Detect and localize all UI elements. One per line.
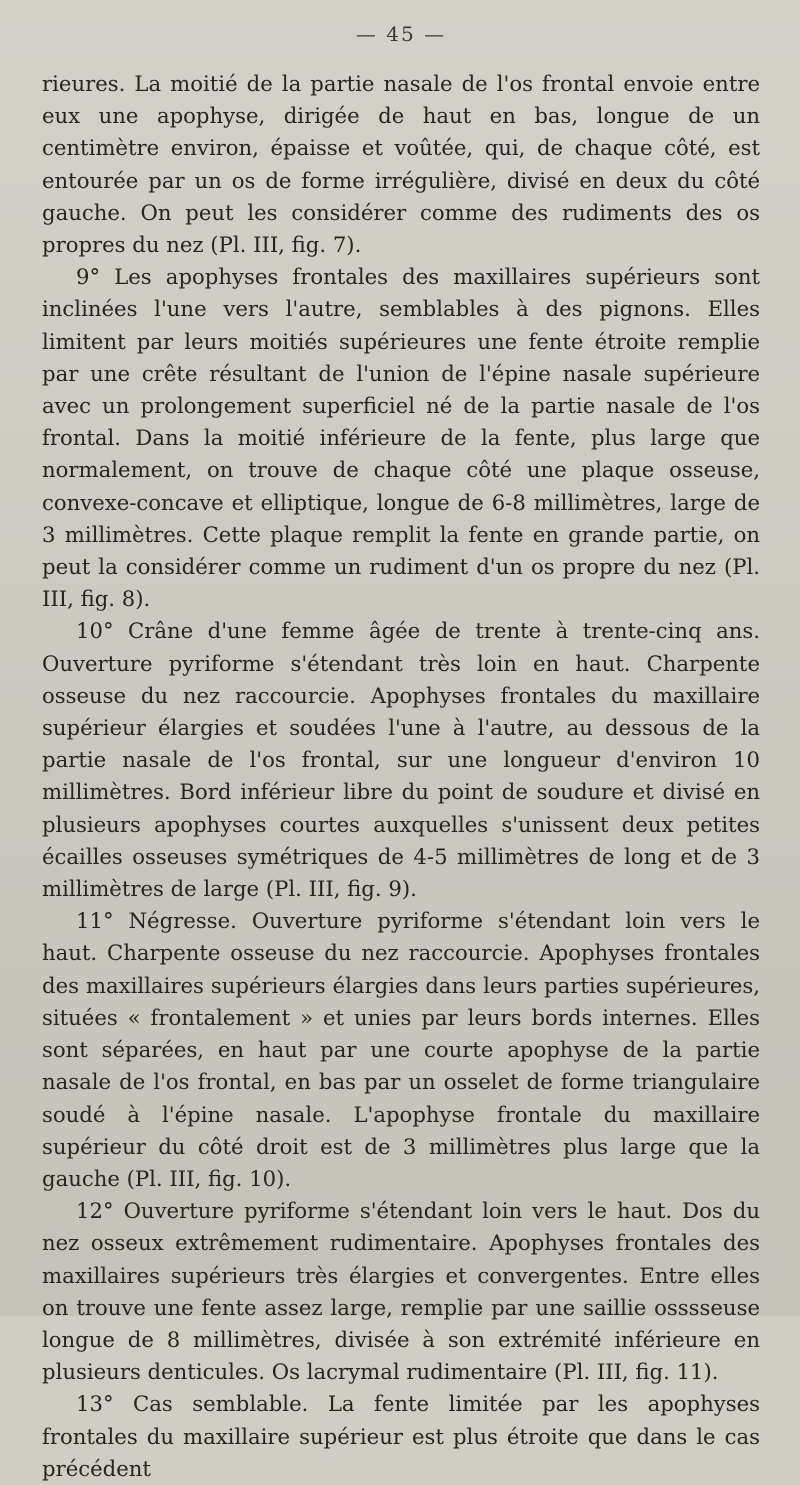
paragraph-continuation: rieures. La moitié de la partie nasale de l'os frontal envoie entre eux une apophyse, dirigée de haut en bas, longue de un centimètre environ, épaisse et voûtée, qui, de chaque côté, est entourée par un os de forme irrégulière, divisé en deux du côté gauche. On peut les considérer comme des rudiments des os propres du nez (Pl. III, fig. 7). — [42, 71, 760, 258]
paragraph-case-12: 12° Ouverture pyriforme s'étendant loin vers le haut. Dos du nez osseux extrêmement rudimentaire. Apophyses frontales des maxillaires supérieurs très élargies et convergentes. Entre elles on trouve une fente assez large, remplie par une saillie osssseuse longue de 8 millimètres, divisée à son extrémité inférieure en plusieurs denticules. Os lacrymal rudimentaire (Pl. III, fig. 11). — [42, 1198, 760, 1385]
paragraph-case-9: 9° Les apophyses frontales des maxillaires supérieurs sont inclinées l'une vers l'autre, semblables à des pignons. Elles limitent par leurs moitiés supérieures une fente étroite remplie par une crête résultant de l'union de l'épine nasale supérieure avec un prolongement superficiel né de la partie nasale de l'os frontal. Dans la moitié inférieure de la fente, plus large que normalement, on trouve de chaque côté une plaque osseuse, convexe-concave et elliptique, longue de 6-8 millimètres, large de 3 millimètres. Cette plaque remplit la fente en grande partie, on peut la considérer comme un rudiment d'un os propre du nez (Pl. III, fig. 8). — [42, 264, 760, 612]
paragraph-case-13: 13° Cas semblable. La fente limitée par les apophyses frontales du maxillaire supérieur est plus étroite que dans le cas précédent — [42, 1391, 760, 1481]
paragraph-case-10: 10° Crâne d'une femme âgée de trente à trente-cinq ans. Ouverture pyriforme s'étendant très loin en haut. Charpente osseuse du nez raccourcie. Apophyses frontales du maxillaire supérieur élargies et soudées l'une à l'autre, au dessous de la partie nasale de l'os frontal, sur une longueur d'environ 10 millimètres. Bord inférieur libre du point de soudure et divisé en plusieurs apophyses courtes auxquelles s'unissent deux petites écailles osseuses symétriques de 4-5 millimètres de long et de 3 millimètres de large (Pl. III, fig. 9). — [42, 618, 760, 902]
body-text — [42, 68, 760, 1485]
page-number: — 45 — — [355, 22, 447, 46]
paragraph-case-11: 11° Négresse. Ouverture pyriforme s'étendant loin vers le haut. Charpente osseuse du nez raccourcie. Apophyses frontales des maxillaires supérieurs élargies dans leurs parties supérieures, situées « frontalement » et unies par leurs bords internes. Elles sont séparées, en haut par une courte apophyse de la partie nasale de l'os frontal, en bas par un osselet de forme triangulaire soudé à l'épine nasale. L'apophyse frontale du maxillaire supérieur du côté droit est de 3 millimètres plus large que la gauche (Pl. III, fig. 10). — [42, 908, 760, 1191]
